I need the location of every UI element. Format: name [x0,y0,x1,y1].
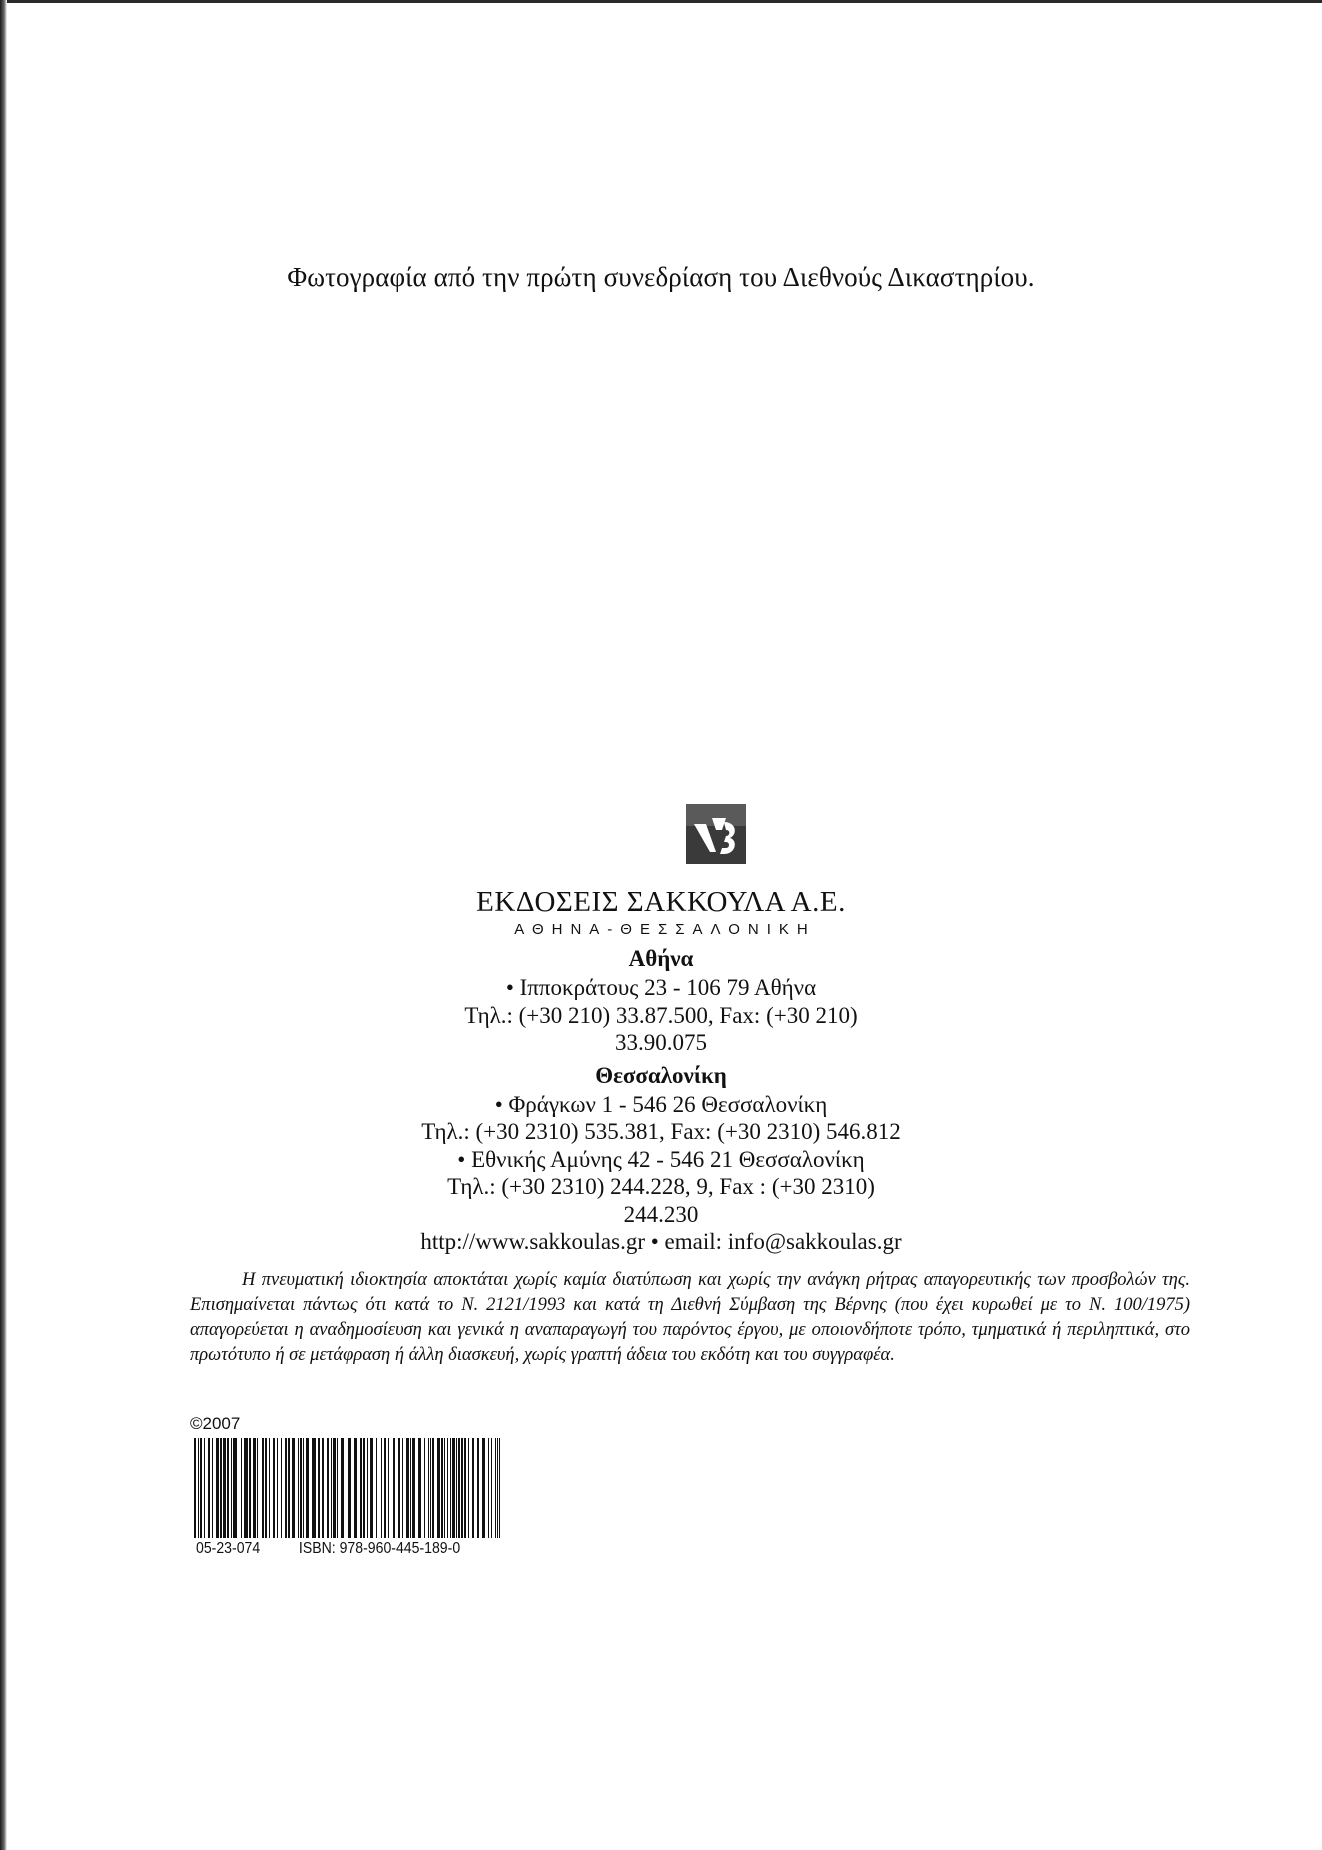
page-top-edge [0,0,1322,3]
publisher-info [420,884,902,1256]
publisher-name: ΕΚΔΟΣΕΙΣ ΣΑΚΚΟΥΛΑ Α.Ε. [476,886,846,918]
barcode-codes [196,1540,469,1558]
barcode-icon [194,1438,500,1538]
copyright-notice: Η πνευματική ιδιοκτησία αποκτάται χωρίς καμία διατύπωση και χωρίς την ανάγκη ρήτρας απαγορευτικής των προσβολών της. Επισημαίνεται πάντως ότι κατά το Ν. 2121/1993 και κατά τη Διεθνή Σύμβαση της Βέρνης (που έχει κυρωθεί με το Ν. 100/1975) απαγορεύεται η αναδημοσίευση και γενικά η αναπαραγωγή του παρόντος έργου, με οποιονδήποτε τρόπο, τμηματικά ή περιληπτικά, στο πρωτότυπο ή σε μετάφραση ή άλλη διασκευή, χωρίς γραπτή άδεια του εκδότη και του συγγραφέα. [190,1270,1190,1365]
thessaloniki-phone-1: Τηλ.: (+30 2310) 535.381, Fax: (+30 2310) 546.812 [421,1119,901,1144]
athens-phone: Τηλ.: (+30 210) 33.87.500, Fax: (+30 210) 33.90.075 [464,1002,858,1055]
product-code: 05-23-074 [196,1540,261,1557]
publisher-web-email: http://www.sakkoulas.gr • email: info@sakkoulas.gr [420,1229,902,1254]
thessaloniki-address-1: • Φράγκων 1 - 546 26 Θεσσαλονίκη [494,1091,828,1117]
athens-address: • Ιπποκράτους 23 - 106 79 Αθήνα [505,975,817,1000]
isbn: ISBN: 978-960-445-189-0 [298,1540,461,1557]
publisher-cities: ΑΘΗΝΑ-ΘΕΣΣΑΛΟΝΙΚΗ [514,921,816,938]
athens-heading: Αθήνα [628,946,694,971]
thessaloniki-heading: Θεσσαλονίκη [595,1062,727,1088]
publisher-logo-icon [686,804,746,864]
thessaloniki-address-2: • Εθνικής Αμύνης 42 - 546 21 Θεσσαλονίκη [457,1146,865,1172]
photo-caption: Φωτογραφία από την πρώτη συνεδρίαση του Διεθνούς Δικαστηρίου. [287,262,1035,292]
thessaloniki-phone-2: Τηλ.: (+30 2310) 244.228, 9, Fax : (+30 2310) 244.230 [447,1174,875,1227]
copyright-year: ©2007 [190,1414,241,1433]
